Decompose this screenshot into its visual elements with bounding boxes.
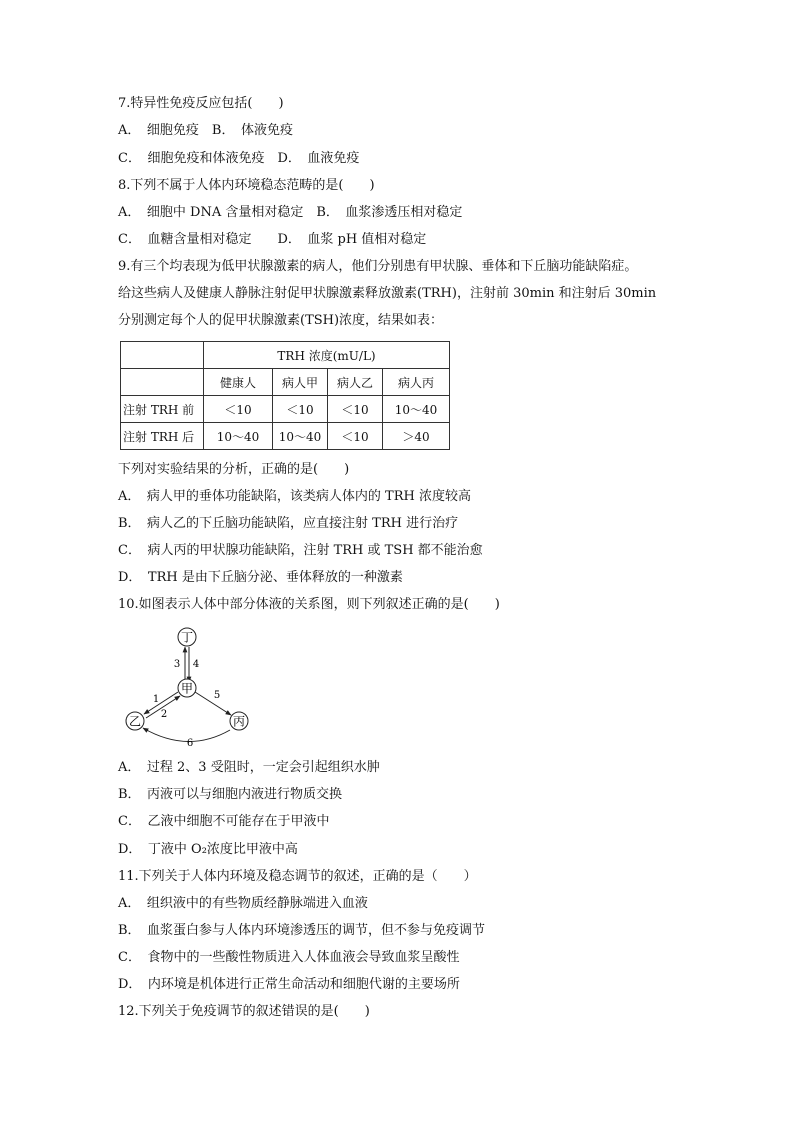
column-header: 病人丙 xyxy=(383,369,450,396)
trh-table xyxy=(120,341,450,450)
node-yi-label: 乙 xyxy=(128,714,142,729)
arrow-6-label: 6 xyxy=(186,738,194,749)
row-label: 注射 TRH 前 xyxy=(121,396,204,423)
q11-stem: 11.下列关于人体内环境及稳态调节的叙述，正确的是（ ） xyxy=(118,869,477,884)
table-group-header: TRH 浓度(mU/L) xyxy=(204,342,450,369)
q12-stem: 12.下列关于免疫调节的叙述错误的是( ) xyxy=(118,1004,370,1019)
table-cell: ＞40 xyxy=(383,423,450,450)
table-empty-cell xyxy=(121,369,204,396)
arrow-2-label: 2 xyxy=(160,709,168,720)
q11-option-c: C． 食物中的一些酸性物质进入人体血液会导致血浆呈酸性 xyxy=(118,950,460,965)
table-row xyxy=(121,423,450,450)
arrow-3-label: 3 xyxy=(173,659,181,670)
q10-option-d: D． 丁液中 O₂浓度比甲液中高 xyxy=(118,842,298,857)
q9-option-b: B． 病人乙的下丘脑功能缺陷，应直接注射 TRH 进行治疗 xyxy=(118,516,459,531)
q8-option-ab: A． 细胞中 DNA 含量相对稳定 B． 血浆渗透压相对稳定 xyxy=(118,205,463,220)
column-header: 病人乙 xyxy=(328,369,383,396)
q10-option-a: A． 过程 2、3 受阻时，一定会引起组织水肿 xyxy=(118,760,380,775)
q11-option-d: D． 内环境是机体进行正常生命活动和细胞代谢的主要场所 xyxy=(118,977,460,992)
q9-stem-line-1: 9.有三个均表现为低甲状腺激素的病人，他们分别患有甲状腺、垂体和下丘脑功能缺陷症。 xyxy=(118,259,638,274)
node-jia-label: 甲 xyxy=(180,681,194,696)
body-fluid-diagram xyxy=(118,622,258,750)
q9-stem-line-3: 分别测定每个人的促甲状腺激素(TSH)浓度，结果如表： xyxy=(118,313,444,328)
row-label: 注射 TRH 后 xyxy=(121,423,204,450)
table-cell: ＜10 xyxy=(328,423,383,450)
table-cell: 10～40 xyxy=(273,423,328,450)
column-header: 健康人 xyxy=(204,369,273,396)
arrow-4-label: 4 xyxy=(192,659,200,670)
q7-option-cd: C． 细胞免疫和体液免疫 D． 血液免疫 xyxy=(118,151,360,166)
table-cell: 10～40 xyxy=(204,423,273,450)
table-cell: ＜10 xyxy=(328,396,383,423)
q11-option-b: B． 血浆蛋白参与人体内环境渗透压的调节，但不参与免疫调节 xyxy=(118,923,486,938)
q10-option-c: C． 乙液中细胞不可能存在于甲液中 xyxy=(118,814,330,829)
q7-option-ab: A． 细胞免疫 B． 体液免疫 xyxy=(118,123,293,138)
arrow-5-label: 5 xyxy=(213,690,221,701)
node-ding-label: 丁 xyxy=(180,630,194,645)
q10-option-b: B． 丙液可以与细胞内液进行物质交换 xyxy=(118,787,343,802)
table-corner-cell xyxy=(121,342,204,369)
q8-stem: 8.下列不属于人体内环境稳态范畴的是( ) xyxy=(118,178,375,193)
q11-option-a: A． 组织液中的有些物质经静脉端进入血液 xyxy=(118,896,368,911)
table-header-row xyxy=(121,342,450,369)
table-cell: ＜10 xyxy=(273,396,328,423)
node-bing-label: 丙 xyxy=(232,714,246,729)
arrow-1-label: 1 xyxy=(152,694,160,705)
column-header: 病人甲 xyxy=(273,369,328,396)
q9-question: 下列对实验结果的分析，正确的是( ) xyxy=(118,462,350,477)
q9-option-d: D． TRH 是由下丘脑分泌、垂体释放的一种激素 xyxy=(118,570,403,585)
table-columns-row xyxy=(121,369,450,396)
table-cell: ＜10 xyxy=(204,396,273,423)
q10-stem: 10.如图表示人体中部分体液的关系图，则下列叙述正确的是( ) xyxy=(118,597,500,612)
q8-option-cd: C． 血糖含量相对稳定 D． 血浆 pH 值相对稳定 xyxy=(118,232,427,247)
q7-stem: 7.特异性免疫反应包括( ) xyxy=(118,96,284,111)
q9-option-c: C． 病人丙的甲状腺功能缺陷，注射 TRH 或 TSH 都不能治愈 xyxy=(118,543,483,558)
table-cell: 10～40 xyxy=(383,396,450,423)
table-row xyxy=(121,396,450,423)
q9-option-a: A． 病人甲的垂体功能缺陷，该类病人体内的 TRH 浓度较高 xyxy=(118,489,471,504)
q9-stem-line-2: 给这些病人及健康人静脉注射促甲状腺激素释放激素(TRH)，注射前 30min 和注射后 30min xyxy=(118,286,657,301)
